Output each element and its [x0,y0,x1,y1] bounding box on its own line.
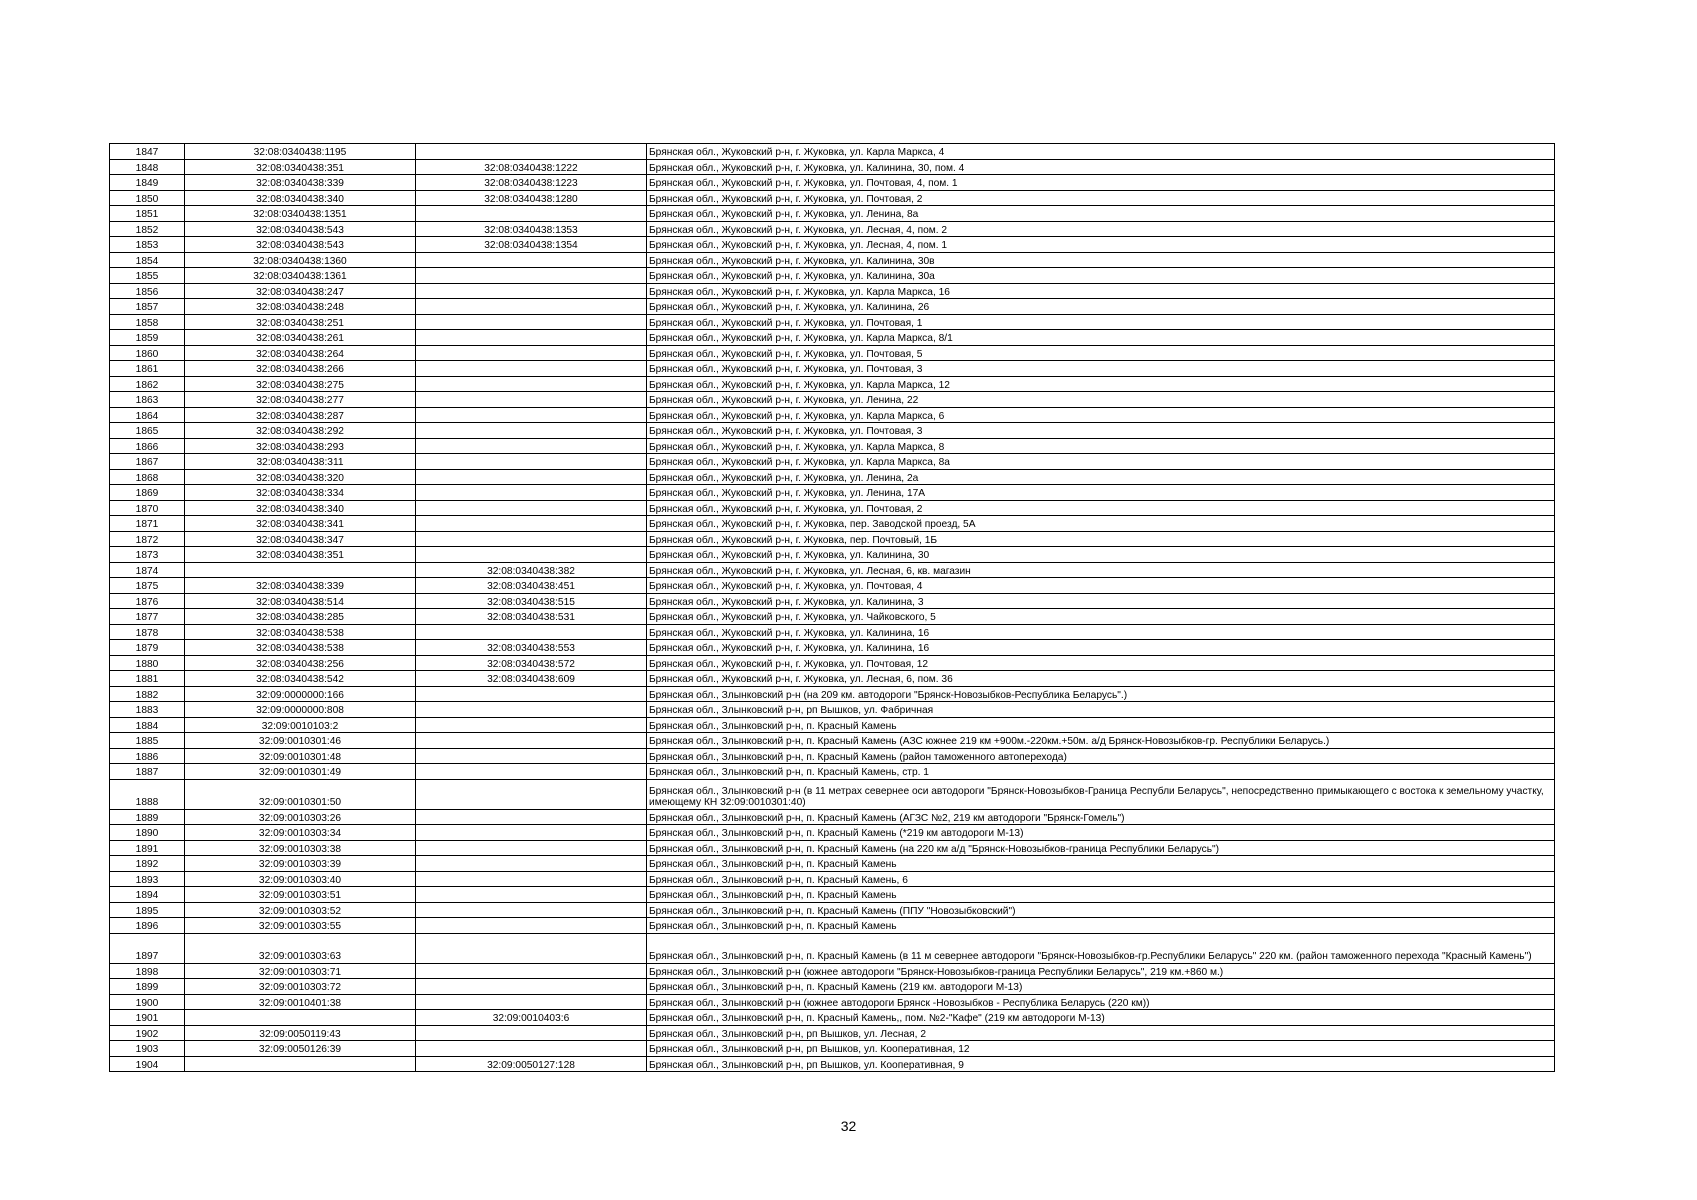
table-row [110,345,1555,361]
row-number-cell: 1877 [110,609,185,625]
premises-cadastral-number-cell [416,485,647,501]
address-cell: Брянская обл., Жуковский р-н, г. Жуковка, ул. Почтовая, 5 [647,345,1555,361]
address-cell: Брянская обл., Жуковский р-н, г. Жуковка, ул. Почтовая, 1 [647,314,1555,330]
premises-cadastral-number-cell [416,516,647,532]
cadastral-number-cell: 32:08:0340438:341 [185,516,416,532]
address-cell: Брянская обл., Жуковский р-н, г. Жуковка, ул. Карла Маркса, 12 [647,376,1555,392]
cadastral-number-cell: 32:08:0340438:277 [185,392,416,408]
cadastral-number-cell: 32:08:0340438:275 [185,376,416,392]
table-row [110,593,1555,609]
row-number-cell: 1897 [110,933,185,963]
address-cell: Брянская обл., Жуковский р-н, г. Жуковка, ул. Ленина, 17А [647,485,1555,501]
row-number-cell: 1891 [110,840,185,856]
cadastral-number-cell: 32:08:0340438:538 [185,640,416,656]
premises-cadastral-number-cell [416,809,647,825]
premises-cadastral-number-cell [416,206,647,222]
row-number-cell: 1868 [110,469,185,485]
row-number-cell: 1870 [110,500,185,516]
address-cell: Брянская обл., Жуковский р-н, г. Жуковка, ул. Калинина, 30, пом. 4 [647,159,1555,175]
cadastral-number-cell: 32:09:0050119:43 [185,1025,416,1041]
address-cell: Брянская обл., Жуковский р-н, г. Жуковка, ул. Лесная, 4, пом. 2 [647,221,1555,237]
table-row [110,485,1555,501]
row-number-cell: 1864 [110,407,185,423]
address-cell: Брянская обл., Жуковский р-н, г. Жуковка, пер. Заводской проезд, 5А [647,516,1555,532]
address-cell: Брянская обл., Жуковский р-н, г. Жуковка, ул. Калинина, 26 [647,299,1555,315]
address-cell: Брянская обл., Жуковский р-н, г. Жуковка, пер. Почтовый, 1Б [647,531,1555,547]
premises-cadastral-number-cell [416,856,647,872]
premises-cadastral-number-cell: 32:08:0340438:1222 [416,159,647,175]
row-number-cell: 1851 [110,206,185,222]
table-row [110,624,1555,640]
cadastral-number-cell: 32:08:0340438:543 [185,237,416,253]
cadastral-number-cell: 32:08:0340438:340 [185,500,416,516]
row-number-cell: 1863 [110,392,185,408]
cadastral-number-cell: 32:09:0010303:55 [185,918,416,934]
premises-cadastral-number-cell [416,376,647,392]
row-number-cell: 1887 [110,764,185,780]
cadastral-number-cell: 32:09:0010303:39 [185,856,416,872]
cadastral-number-cell [185,1010,416,1026]
cadastral-number-cell: 32:08:0340438:251 [185,314,416,330]
row-number-cell: 1847 [110,144,185,160]
address-cell: Брянская обл., Жуковский р-н, г. Жуковка, ул. Лесная, 6, кв. магазин [647,562,1555,578]
table-row [110,733,1555,749]
address-cell: Брянская обл., Злынковский р-н, п. Красный Камень [647,887,1555,903]
table-row [110,159,1555,175]
table-row [110,871,1555,887]
address-cell: Брянская обл., Жуковский р-н, г. Жуковка, ул. Калинина, 30 [647,547,1555,563]
premises-cadastral-number-cell [416,887,647,903]
row-number-cell: 1871 [110,516,185,532]
premises-cadastral-number-cell [416,252,647,268]
address-cell: Брянская обл., Жуковский р-н, г. Жуковка, ул. Почтовая, 3 [647,361,1555,377]
cadastral-number-cell [185,562,416,578]
row-number-cell: 1888 [110,779,185,809]
cadastral-number-cell: 32:08:0340438:1351 [185,206,416,222]
address-cell: Брянская обл., Злынковский р-н (южнее автодороги "Брянск-Новозыбков-граница Республики Беларусь", 219 км.+860 м.) [647,963,1555,979]
table-row [110,237,1555,253]
address-cell: Брянская обл., Злынковский р-н, п. Красный Камень (219 км. автодороги М-13) [647,979,1555,995]
table-row [110,856,1555,872]
cadastral-number-cell: 32:09:0010303:51 [185,887,416,903]
table-row [110,221,1555,237]
table-row [110,702,1555,718]
cadastral-number-cell: 32:09:0010303:63 [185,933,416,963]
cadastral-number-cell: 32:08:0340438:266 [185,361,416,377]
table-row [110,299,1555,315]
cadastral-number-cell: 32:09:0010301:49 [185,764,416,780]
address-cell: Брянская обл., Злынковский р-н, п. Красный Камень [647,717,1555,733]
address-cell: Брянская обл., Жуковский р-н, г. Жуковка, ул. Почтовая, 4, пом. 1 [647,175,1555,191]
premises-cadastral-number-cell [416,733,647,749]
premises-cadastral-number-cell [416,469,647,485]
row-number-cell: 1865 [110,423,185,439]
page-number: 32 [840,1118,857,1134]
table-row [110,531,1555,547]
cadastral-number-cell: 32:08:0340438:351 [185,547,416,563]
premises-cadastral-number-cell [416,871,647,887]
premises-cadastral-number-cell [416,283,647,299]
cadastral-number-cell: 32:08:0340438:538 [185,624,416,640]
address-cell: Брянская обл., Злынковский р-н, п. Красный Камень,, пом. №2-"Кафе" (219 км автодороги М-13) [647,1010,1555,1026]
cadastral-number-cell: 32:09:0010301:50 [185,779,416,809]
premises-cadastral-number-cell: 32:08:0340438:572 [416,655,647,671]
address-cell: Брянская обл., Злынковский р-н, п. Красный Камень (АЗС южнее 219 км +900м.-220км.+50м. а/д Брянск-Новозыбков-гр. Республики Беларусь.) [647,733,1555,749]
premises-cadastral-number-cell [416,994,647,1010]
premises-cadastral-number-cell [416,314,647,330]
row-number-cell: 1858 [110,314,185,330]
cadastral-number-cell: 32:08:0340438:261 [185,330,416,346]
address-cell: Брянская обл., Злынковский р-н, п. Красный Камень (в 11 м севернее автодороги "Брянск-Новозыбков-гр.Республики Беларусь" 220 км. (район таможенного перехода "Красный Камень") [647,933,1555,963]
table-row [110,144,1555,160]
cadastral-number-cell: 32:09:0010301:48 [185,748,416,764]
premises-cadastral-number-cell [416,500,647,516]
table-row [110,423,1555,439]
address-cell: Брянская обл., Жуковский р-н, г. Жуковка, ул. Ленина, 22 [647,392,1555,408]
address-cell: Брянская обл., Жуковский р-н, г. Жуковка, ул. Лесная, 4, пом. 1 [647,237,1555,253]
row-number-cell: 1874 [110,562,185,578]
cadastral-number-cell: 32:08:0340438:247 [185,283,416,299]
table-row [110,578,1555,594]
cadastral-number-cell: 32:08:0340438:347 [185,531,416,547]
table-row [110,840,1555,856]
table-row [110,361,1555,377]
row-number-cell: 1886 [110,748,185,764]
table-row [110,1010,1555,1026]
row-number-cell: 1880 [110,655,185,671]
registry-table-body [110,144,1555,1072]
cadastral-number-cell: 32:09:0010303:40 [185,871,416,887]
premises-cadastral-number-cell [416,1041,647,1057]
premises-cadastral-number-cell [416,330,647,346]
address-cell: Брянская обл., Злынковский р-н, рп Вышков, ул. Лесная, 2 [647,1025,1555,1041]
premises-cadastral-number-cell: 32:08:0340438:1353 [416,221,647,237]
address-cell: Брянская обл., Злынковский р-н, п. Красный Камень [647,918,1555,934]
premises-cadastral-number-cell: 32:08:0340438:382 [416,562,647,578]
premises-cadastral-number-cell [416,748,647,764]
premises-cadastral-number-cell: 32:09:0010403:6 [416,1010,647,1026]
cadastral-number-cell [185,1056,416,1072]
table-row [110,283,1555,299]
address-cell: Брянская обл., Злынковский р-н, рп Вышков, ул. Кооперативная, 12 [647,1041,1555,1057]
address-cell: Брянская обл., Злынковский р-н, рп Вышков, ул. Фабричная [647,702,1555,718]
table-row [110,1056,1555,1072]
cadastral-number-cell: 32:09:0010103:2 [185,717,416,733]
premises-cadastral-number-cell [416,531,647,547]
address-cell: Брянская обл., Злынковский р-н, п. Красный Камень, стр. 1 [647,764,1555,780]
address-cell: Брянская обл., Жуковский р-н, г. Жуковка, ул. Чайковского, 5 [647,609,1555,625]
cadastral-number-cell: 32:08:0340438:1360 [185,252,416,268]
address-cell: Брянская обл., Жуковский р-н, г. Жуковка, ул. Калинина, 3 [647,593,1555,609]
row-number-cell: 1899 [110,979,185,995]
premises-cadastral-number-cell [416,345,647,361]
table-row [110,392,1555,408]
row-number-cell: 1883 [110,702,185,718]
row-number-cell: 1878 [110,624,185,640]
premises-cadastral-number-cell [416,779,647,809]
table-row [110,454,1555,470]
address-cell: Брянская обл., Злынковский р-н, п. Красный Камень (*219 км автодороги М-13) [647,825,1555,841]
table-row [110,252,1555,268]
address-cell: Брянская обл., Злынковский р-н, п. Красный Камень, 6 [647,871,1555,887]
cadastral-number-cell: 32:08:0340438:320 [185,469,416,485]
premises-cadastral-number-cell [416,764,647,780]
cadastral-number-cell: 32:08:0340438:311 [185,454,416,470]
cadastral-number-cell: 32:08:0340438:339 [185,175,416,191]
address-cell: Брянская обл., Жуковский р-н, г. Жуковка, ул. Ленина, 8а [647,206,1555,222]
row-number-cell: 1854 [110,252,185,268]
premises-cadastral-number-cell [416,299,647,315]
address-cell: Брянская обл., Злынковский р-н, п. Красный Камень (АГЗС №2, 219 км автодороги "Брянск-Гомель") [647,809,1555,825]
cadastral-number-cell: 32:09:0010303:26 [185,809,416,825]
premises-cadastral-number-cell [416,361,647,377]
table-row [110,206,1555,222]
row-number-cell: 1862 [110,376,185,392]
cadastral-number-cell: 32:09:0010303:38 [185,840,416,856]
row-number-cell: 1900 [110,994,185,1010]
table-row [110,764,1555,780]
premises-cadastral-number-cell [416,423,647,439]
row-number-cell: 1894 [110,887,185,903]
premises-cadastral-number-cell [416,454,647,470]
address-cell: Брянская обл., Жуковский р-н, г. Жуковка, ул. Калинина, 16 [647,624,1555,640]
premises-cadastral-number-cell [416,717,647,733]
cadastral-number-cell: 32:08:0340438:543 [185,221,416,237]
row-number-cell: 1901 [110,1010,185,1026]
row-number-cell: 1852 [110,221,185,237]
address-cell: Брянская обл., Жуковский р-н, г. Жуковка, ул. Почтовая, 2 [647,190,1555,206]
premises-cadastral-number-cell [416,624,647,640]
cadastral-number-cell: 32:08:0340438:285 [185,609,416,625]
cadastral-number-cell: 32:08:0340438:340 [185,190,416,206]
premises-cadastral-number-cell [416,963,647,979]
row-number-cell: 1873 [110,547,185,563]
premises-cadastral-number-cell [416,268,647,284]
registry-table [109,143,1555,1072]
row-number-cell: 1860 [110,345,185,361]
cadastral-number-cell: 32:08:0340438:542 [185,671,416,687]
premises-cadastral-number-cell [416,686,647,702]
row-number-cell: 1889 [110,809,185,825]
row-number-cell: 1869 [110,485,185,501]
row-number-cell: 1867 [110,454,185,470]
table-row [110,314,1555,330]
cadastral-number-cell: 32:08:0340438:264 [185,345,416,361]
premises-cadastral-number-cell: 32:08:0340438:1354 [416,237,647,253]
premises-cadastral-number-cell [416,1025,647,1041]
address-cell: Брянская обл., Жуковский р-н, г. Жуковка, ул. Ленина, 2а [647,469,1555,485]
premises-cadastral-number-cell [416,933,647,963]
cadastral-number-cell: 32:09:0010303:52 [185,902,416,918]
table-row [110,1041,1555,1057]
table-row [110,887,1555,903]
table-row [110,190,1555,206]
premises-cadastral-number-cell: 32:08:0340438:609 [416,671,647,687]
address-cell: Брянская обл., Жуковский р-н, г. Жуковка, ул. Карла Маркса, 8 [647,438,1555,454]
premises-cadastral-number-cell [416,392,647,408]
row-number-cell: 1857 [110,299,185,315]
table-row [110,918,1555,934]
row-number-cell: 1876 [110,593,185,609]
table-row [110,516,1555,532]
row-number-cell: 1893 [110,871,185,887]
address-cell: Брянская обл., Жуковский р-н, г. Жуковка, ул. Карла Маркса, 8/1 [647,330,1555,346]
table-row [110,407,1555,423]
cadastral-number-cell: 32:09:0000000:166 [185,686,416,702]
cadastral-number-cell: 32:09:0000000:808 [185,702,416,718]
table-row [110,376,1555,392]
address-cell: Брянская обл., Жуковский р-н, г. Жуковка, ул. Почтовая, 2 [647,500,1555,516]
address-cell: Брянская обл., Жуковский р-н, г. Жуковка, ул. Карла Маркса, 4 [647,144,1555,160]
cadastral-number-cell: 32:08:0340438:339 [185,578,416,594]
address-cell: Брянская обл., Злынковский р-н, п. Красный Камень (район таможенного автоперехода) [647,748,1555,764]
premises-cadastral-number-cell: 32:08:0340438:1280 [416,190,647,206]
row-number-cell: 1881 [110,671,185,687]
address-cell: Брянская обл., Злынковский р-н, п. Красный Камень (ППУ "Новозыбковский") [647,902,1555,918]
table-row [110,963,1555,979]
address-cell: Брянская обл., Злынковский р-н, рп Вышков, ул. Кооперативная, 9 [647,1056,1555,1072]
premises-cadastral-number-cell: 32:08:0340438:1223 [416,175,647,191]
cadastral-number-cell: 32:08:0340438:248 [185,299,416,315]
premises-cadastral-number-cell [416,825,647,841]
table-row [110,1025,1555,1041]
cadastral-number-cell: 32:08:0340438:293 [185,438,416,454]
address-cell: Брянская обл., Злынковский р-н, п. Красный Камень [647,856,1555,872]
row-number-cell: 1902 [110,1025,185,1041]
address-cell: Брянская обл., Жуковский р-н, г. Жуковка, ул. Лесная, 6, пом. 36 [647,671,1555,687]
row-number-cell: 1856 [110,283,185,299]
table-row [110,748,1555,764]
row-number-cell: 1848 [110,159,185,175]
row-number-cell: 1879 [110,640,185,656]
premises-cadastral-number-cell [416,144,647,160]
address-cell: Брянская обл., Жуковский р-н, г. Жуковка, ул. Калинина, 16 [647,640,1555,656]
cadastral-number-cell: 32:08:0340438:287 [185,407,416,423]
premises-cadastral-number-cell: 32:08:0340438:515 [416,593,647,609]
cadastral-number-cell: 32:08:0340438:1361 [185,268,416,284]
premises-cadastral-number-cell [416,547,647,563]
cadastral-number-cell: 32:08:0340438:1195 [185,144,416,160]
address-cell: Брянская обл., Жуковский р-н, г. Жуковка, ул. Калинина, 30в [647,252,1555,268]
premises-cadastral-number-cell [416,438,647,454]
address-cell: Брянская обл., Жуковский р-н, г. Жуковка, ул. Почтовая, 4 [647,578,1555,594]
row-number-cell: 1892 [110,856,185,872]
table-row [110,809,1555,825]
address-cell: Брянская обл., Злынковский р-н, п. Красный Камень (на 220 км а/д "Брянск-Новозыбков-граница Республики Беларусь") [647,840,1555,856]
table-row [110,500,1555,516]
row-number-cell: 1849 [110,175,185,191]
address-cell: Брянская обл., Жуковский р-н, г. Жуковка, ул. Карла Маркса, 16 [647,283,1555,299]
premises-cadastral-number-cell [416,840,647,856]
row-number-cell: 1885 [110,733,185,749]
table-row [110,902,1555,918]
row-number-cell: 1896 [110,918,185,934]
table-row [110,438,1555,454]
cadastral-number-cell: 32:08:0340438:256 [185,655,416,671]
premises-cadastral-number-cell [416,902,647,918]
premises-cadastral-number-cell [416,407,647,423]
row-number-cell: 1850 [110,190,185,206]
row-number-cell: 1895 [110,902,185,918]
table-row [110,979,1555,995]
table-row [110,671,1555,687]
cadastral-number-cell: 32:08:0340438:334 [185,485,416,501]
row-number-cell: 1861 [110,361,185,377]
cadastral-number-cell: 32:09:0010303:72 [185,979,416,995]
address-cell: Брянская обл., Жуковский р-н, г. Жуковка, ул. Карла Маркса, 8а [647,454,1555,470]
premises-cadastral-number-cell: 32:08:0340438:553 [416,640,647,656]
table-row [110,655,1555,671]
row-number-cell: 1903 [110,1041,185,1057]
table-row [110,717,1555,733]
cadastral-number-cell: 32:08:0340438:292 [185,423,416,439]
row-number-cell: 1884 [110,717,185,733]
premises-cadastral-number-cell [416,702,647,718]
table-row [110,640,1555,656]
row-number-cell: 1875 [110,578,185,594]
row-number-cell: 1859 [110,330,185,346]
table-row [110,175,1555,191]
table-row [110,268,1555,284]
address-cell: Брянская обл., Злынковский р-н (южнее автодороги Брянск -Новозыбков - Республика Беларусь (220 км)) [647,994,1555,1010]
row-number-cell: 1872 [110,531,185,547]
table-row [110,686,1555,702]
row-number-cell: 1898 [110,963,185,979]
table-row [110,609,1555,625]
address-cell: Брянская обл., Злынковский р-н (в 11 метрах севернее оси автодороги "Брянск-Новозыбков-Граница Республи Беларусь", непосредственно примыкающего с востока к земельному участку, имеющему КН 32:09:0010301:40) [647,779,1555,809]
table-row [110,547,1555,563]
table-row [110,562,1555,578]
address-cell: Брянская обл., Жуковский р-н, г. Жуковка, ул. Почтовая, 3 [647,423,1555,439]
address-cell: Брянская обл., Жуковский р-н, г. Жуковка, ул. Карла Маркса, 6 [647,407,1555,423]
address-cell: Брянская обл., Жуковский р-н, г. Жуковка, ул. Калинина, 30а [647,268,1555,284]
cadastral-number-cell: 32:08:0340438:514 [185,593,416,609]
cadastral-number-cell: 32:09:0010303:71 [185,963,416,979]
address-cell: Брянская обл., Жуковский р-н, г. Жуковка, ул. Почтовая, 12 [647,655,1555,671]
premises-cadastral-number-cell [416,918,647,934]
row-number-cell: 1882 [110,686,185,702]
table-row [110,994,1555,1010]
row-number-cell: 1890 [110,825,185,841]
cadastral-number-cell: 32:08:0340438:351 [185,159,416,175]
cadastral-number-cell: 32:09:0010401:38 [185,994,416,1010]
row-number-cell: 1866 [110,438,185,454]
address-cell: Брянская обл., Злынковский р-н (на 209 км. автодороги "Брянск-Новозыбков-Республика Беларусь".) [647,686,1555,702]
row-number-cell: 1904 [110,1056,185,1072]
premises-cadastral-number-cell: 32:09:0050127:128 [416,1056,647,1072]
cadastral-number-cell: 32:09:0010303:34 [185,825,416,841]
premises-cadastral-number-cell: 32:08:0340438:451 [416,578,647,594]
premises-cadastral-number-cell: 32:08:0340438:531 [416,609,647,625]
table-row [110,469,1555,485]
premises-cadastral-number-cell [416,979,647,995]
table-row [110,933,1555,963]
table-row [110,825,1555,841]
cadastral-number-cell: 32:09:0050126:39 [185,1041,416,1057]
row-number-cell: 1855 [110,268,185,284]
table-row [110,330,1555,346]
table-row [110,779,1555,809]
cadastral-number-cell: 32:09:0010301:46 [185,733,416,749]
row-number-cell: 1853 [110,237,185,253]
